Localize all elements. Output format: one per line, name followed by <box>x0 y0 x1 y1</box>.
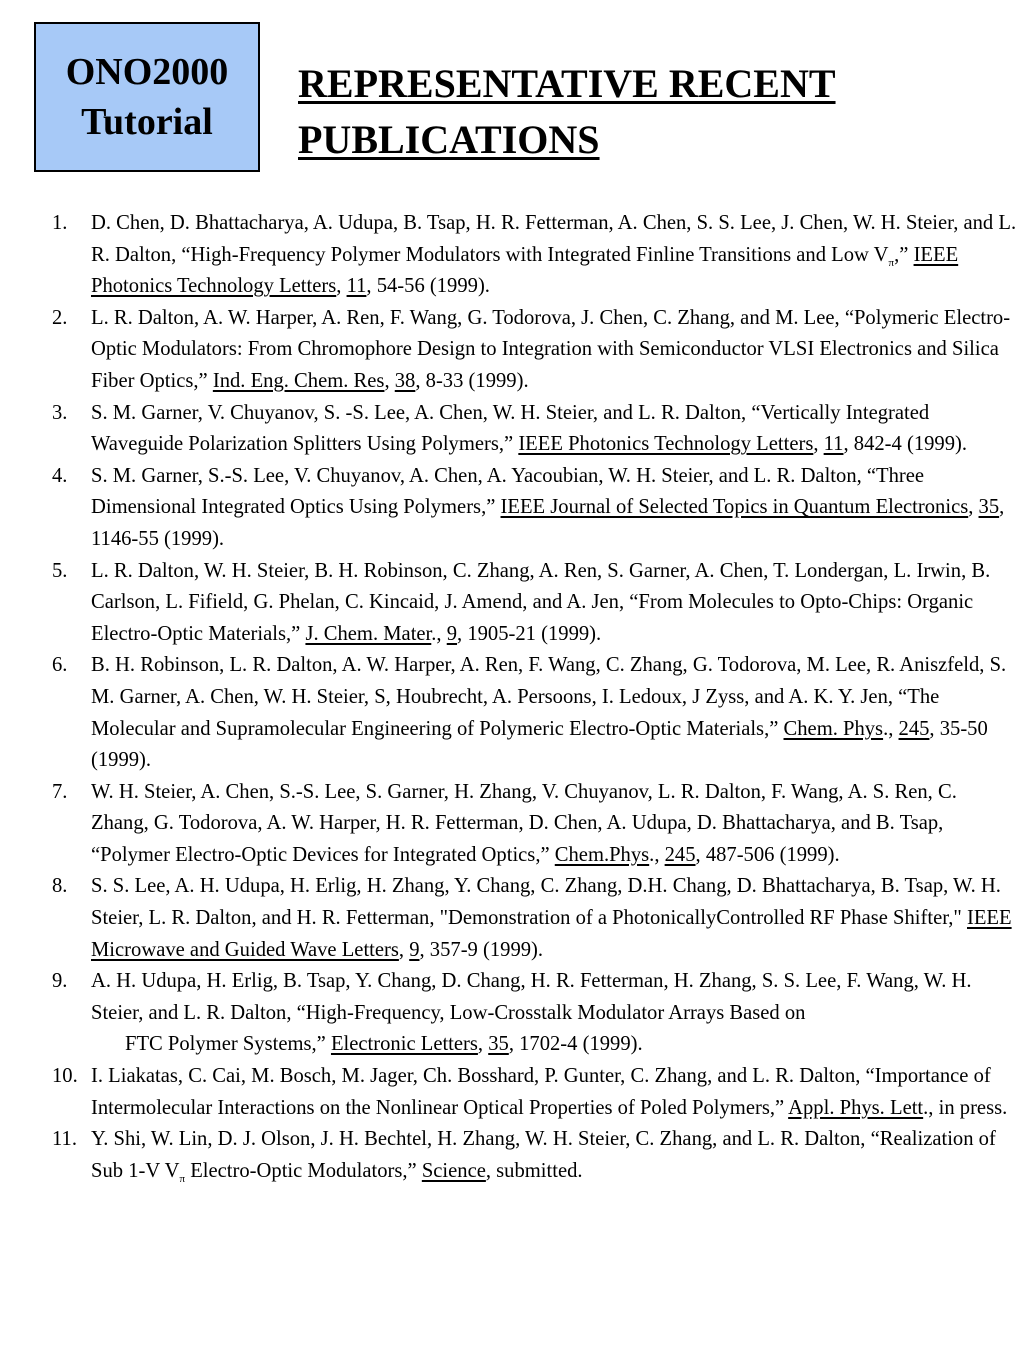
publication-authors: L. R. Dalton, W. H. Steier, B. H. Robinson, C. Zhang, A. Ren, S. Garner, A. Chen, T. Londergan, L. Irwin, B. Carlson, L. Fifield, G. Phelan, C. Kincaid, J. Amend, and A. Jen, “From Molecules to Opto-Chips: Organic Electro-Optic Materials,” <box>91 559 991 645</box>
publication-number: 2. <box>52 306 68 329</box>
volume-link[interactable]: 35 <box>978 496 1000 519</box>
volume-link[interactable]: 245 <box>898 717 930 740</box>
publication-item <box>52 556 1018 651</box>
publication-authors: S. M. Garner, S.-S. Lee, V. Chuyanov, A. Chen, A. Yacoubian, W. H. Steier, and L. R. Dalton, “Three Dimensional Integrated Optics Using Polymers,” <box>91 464 925 519</box>
publication-authors: S. S. Lee, A. H. Udupa, H. Erlig, H. Zhang, Y. Chang, C. Zhang, D.H. Chang, D. Bhattacharya, B. Tsap, W. H. Steier, L. R. Dalton, and H. R. Fetterman, "Demonstration of a PhotonicallyControlled RF Phase Shifter," <box>91 875 1001 930</box>
journal-link[interactable]: IEEE Journal of Selected Topics in Quantum Electronics <box>500 496 969 519</box>
publication-authors: B. H. Robinson, L. R. Dalton, A. W. Harper, A. Ren, F. Wang, C. Zhang, G. Todorova, M. Lee, R. Aniszfeld, S. M. Garner, A. Chen, W. H. Steier, S, Houbrecht, A. Persoons, I. Ledoux, J Zyss, and A. K. Y. Jen, “The Molecular and Supramolecular Engineering of Polymeric Electro-Optic Materials,” <box>91 654 1007 740</box>
publication-number: 5. <box>52 559 68 582</box>
publication-item <box>52 303 1018 398</box>
journal-link[interactable]: Science <box>421 1159 486 1182</box>
publication-pages: , 35-50 (1999). <box>91 717 988 772</box>
publication-text: A. H. Udupa, H. Erlig, B. Tsap, Y. Chang, D. Chang, H. R. Fetterman, H. Zhang, S. S. Lee, F. Wang, W. H. Steier, and L. R. Dalton, “High-Frequency, Low-Crosstalk Modulator Arrays Based on FTC Polymer Systems,” Electronic Letters, 35, 1702-4 (1999). <box>91 970 972 1056</box>
volume-link[interactable]: 9 <box>446 622 458 645</box>
publication-pages: , 487-506 (1999). <box>695 843 840 866</box>
publication-item <box>52 398 1018 461</box>
publication-item <box>52 1124 1018 1187</box>
publication-pages: ., in press. <box>923 1096 1008 1119</box>
publication-pages: , 8-33 (1999). <box>415 369 529 392</box>
volume-link[interactable]: 245 <box>664 843 696 866</box>
publication-pages: , 1146-55 (1999). <box>91 496 1005 550</box>
title-end: ,” <box>894 243 909 266</box>
publication-text: B. H. Robinson, L. R. Dalton, A. W. Harper, A. Ren, F. Wang, C. Zhang, G. Todorova, M. Lee, R. Aniszfeld, S. M. Garner, A. Chen, W. H. Steier, S, Houbrecht, A. Persoons, I. Ledoux, J Zyss, and A. K. Y. Jen, “The Molecular and Supramolecular Engineering of Polymeric Electro-Optic Materials,” Chem. Phys., 245, 35-50 (1999). <box>91 654 1007 772</box>
publication-text: L. R. Dalton, A. W. Harper, A. Ren, F. Wang, G. Todorova, J. Chen, C. Zhang, and M. Lee, “Polymeric Electro-Optic Modulators: From Chromophore Design to Integration with Semiconductor VLSI Electronics and Silica Fiber Optics,” Ind. Eng. Chem. Res, 38, 8-33 (1999). <box>91 306 1011 392</box>
publication-text: S. M. Garner, S.-S. Lee, V. Chuyanov, A. Chen, A. Yacoubian, W. H. Steier, and L. R. Dalton, “Three Dimensional Integrated Optics Using Polymers,” IEEE Journal of Selected Topics in Quantum Electronics, 35, 1146-55 (1999). <box>91 464 1005 550</box>
publication-number: 9. <box>52 970 68 993</box>
publication-authors: D. Chen, D. Bhattacharya, A. Udupa, B. Tsap, H. R. Fetterman, A. Chen, S. S. Lee, J. Chen, W. H. Steier, and L. R. Dalton, “High-Frequency Polymer Modulators with Integrated Finline Transitions and Low V <box>91 212 1017 266</box>
journal-link[interactable]: IEEE Photonics Technology Letters <box>91 243 959 298</box>
publication-authors: W. H. Steier, A. Chen, S.-S. Lee, S. Garner, H. Zhang, V. Chuyanov, L. R. Dalton, F. Wang, A. S. Ren, C. Zhang, G. Todorova, A. W. Harper, H. R. Fetterman, D. Chen, A. Udupa, D. Bhattacharya, and B. Tsap, “Polymer Electro-Optic Devices for Integrated Optics,” <box>91 780 957 866</box>
pi-subscript: π <box>179 1172 186 1185</box>
volume-link[interactable]: 38 <box>394 369 416 392</box>
publication-text: S. S. Lee, A. H. Udupa, H. Erlig, H. Zhang, Y. Chang, C. Zhang, D.H. Chang, D. Bhattacharya, B. Tsap, W. H. Steier, L. R. Dalton, and H. R. Fetterman, "Demonstration of a PhotonicallyControlled RF Phase Shifter," IEEE Microwave and Guided Wave Letters, 9, 357-9 (1999). <box>91 875 1012 961</box>
publication-number: 6. <box>52 654 68 677</box>
journal-link[interactable]: IEEE Photonics Technology Letters <box>518 433 814 456</box>
publication-authors: S. M. Garner, V. Chuyanov, S. -S. Lee, A. Chen, W. H. Steier, and L. R. Dalton, “Vertically Integrated Waveguide Polarization Splitters Using Polymers,” <box>91 401 930 456</box>
page-title <box>298 56 998 168</box>
publication-text <box>91 1124 1018 1187</box>
publication-authors: L. R. Dalton, A. W. Harper, A. Ren, F. Wang, G. Todorova, J. Chen, C. Zhang, and M. Lee, “Polymeric Electro-Optic Modulators: From Chromophore Design to Integration with Semiconductor VLSI Electronics and Silica Fiber Optics,” <box>91 306 1011 392</box>
publication-number: 4. <box>52 464 68 487</box>
journal-link[interactable]: IEEE Microwave and Guided Wave Letters <box>91 907 1012 961</box>
publication-item <box>52 1061 1018 1124</box>
title-line-1: REPRESENTATIVE RECENT <box>298 61 836 106</box>
publication-text: L. R. Dalton, W. H. Steier, B. H. Robinson, C. Zhang, A. Ren, S. Garner, A. Chen, T. Londergan, L. Irwin, B. Carlson, L. Fifield, G. Phelan, C. Kincaid, J. Amend, and A. Jen, “From Molecules to Opto-Chips: Organic Electro-Optic Materials,” J. Chem. Mater., 9, 1905-21 (1999). <box>91 559 991 645</box>
publication-item <box>52 777 1018 872</box>
journal-link[interactable]: Chem.Phys <box>554 843 650 866</box>
publication-authors: A. H. Udupa, H. Erlig, B. Tsap, Y. Chang, D. Chang, H. R. Fetterman, H. Zhang, S. S. Lee, F. Wang, W. H. Steier, and L. R. Dalton, “High-Frequency, Low-Crosstalk Modulator Arrays Based on <box>91 970 972 1024</box>
publication-item <box>52 208 1018 303</box>
journal-link[interactable]: Electronic Letters <box>330 1033 478 1056</box>
publication-authors: I. Liakatas, C. Cai, M. Bosch, M. Jager, Ch. Bosshard, P. Gunter, C. Zhang, and L. R. Dalton, “Importance of Intermolecular Interactions on the Nonlinear Optical Properties of Poled Polymers,” <box>91 1065 991 1119</box>
volume-link[interactable]: 9 <box>409 938 420 961</box>
publication-number: 8. <box>52 875 68 898</box>
publication-text: W. H. Steier, A. Chen, S.-S. Lee, S. Garner, H. Zhang, V. Chuyanov, L. R. Dalton, F. Wang, A. S. Ren, C. Zhang, G. Todorova, A. W. Harper, H. R. Fetterman, D. Chen, A. Udupa, D. Bhattacharya, and B. Tsap, “Polymer Electro-Optic Devices for Integrated Optics,” Chem.Phys., 245, 487-506 (1999). <box>91 780 957 866</box>
tutorial-badge <box>34 22 260 172</box>
publication-text: D. Chen, D. Bhattacharya, A. Udupa, B. Tsap, H. R. Fetterman, A. Chen, S. S. Lee, J. Chen, W. H. Steier, and L. R. Dalton, “High-Frequency Polymer Modulators with Integrated Finline Transitions and Low $V_\pi$,” IEEE Photonics Technology Letters, 11, 54-56 (1999). <box>91 212 1017 298</box>
volume-link[interactable]: 11 <box>346 275 367 298</box>
title-end: Electro-Optic Modulators,” <box>185 1159 417 1182</box>
publication-item <box>52 871 1018 966</box>
volume-link[interactable]: 11 <box>823 433 844 456</box>
journal-link[interactable]: J. Chem. Mater <box>305 622 432 645</box>
journal-link[interactable]: Ind. Eng. Chem. Res <box>212 369 385 392</box>
badge-line-1: ONO2000 <box>65 51 229 93</box>
publication-pages: , 842-4 (1999). <box>843 433 968 456</box>
publication-pages: , 357-9 (1999). <box>419 938 544 961</box>
publication-list <box>52 208 1018 1187</box>
publication-item <box>52 650 1018 776</box>
volume-link[interactable]: 35 <box>488 1033 509 1056</box>
title-line-2: PUBLICATIONS <box>298 117 600 162</box>
publication-text: S. M. Garner, V. Chuyanov, S. -S. Lee, A. Chen, W. H. Steier, and L. R. Dalton, “Vertically Integrated Waveguide Polarization Splitters Using Polymers,” IEEE Photonics Technology Letters, 11, 842-4 (1999). <box>91 401 968 456</box>
publication-item <box>52 966 1018 1061</box>
publication-authors-continued: FTC Polymer Systems,” <box>125 1033 326 1056</box>
badge-line-2: Tutorial <box>81 101 213 143</box>
publication-pages: , submitted. <box>485 1159 583 1182</box>
publication-authors: Y. Shi, W. Lin, D. J. Olson, J. H. Bechtel, H. Zhang, W. H. Steier, C. Zhang, and L. R. Dalton, “Realization of Sub 1-V V <box>91 1128 996 1182</box>
publication-number: 3. <box>52 401 68 424</box>
publication-text <box>91 1061 1018 1124</box>
publication-number: 10. <box>52 1065 78 1088</box>
journal-link[interactable]: Appl. Phys. Lett <box>788 1096 924 1119</box>
publication-number: 1. <box>52 212 68 234</box>
publication-number: 11. <box>52 1128 77 1151</box>
publication-pages: , 1905-21 (1999). <box>457 622 602 645</box>
publication-pages: , 1702-4 (1999). <box>508 1033 643 1056</box>
publication-item <box>52 461 1018 556</box>
publication-pages: , 54-56 (1999). <box>366 275 490 298</box>
publication-number: 7. <box>52 780 68 803</box>
journal-link[interactable]: Chem. Phys <box>783 717 884 740</box>
pi-subscript: π <box>888 256 895 269</box>
